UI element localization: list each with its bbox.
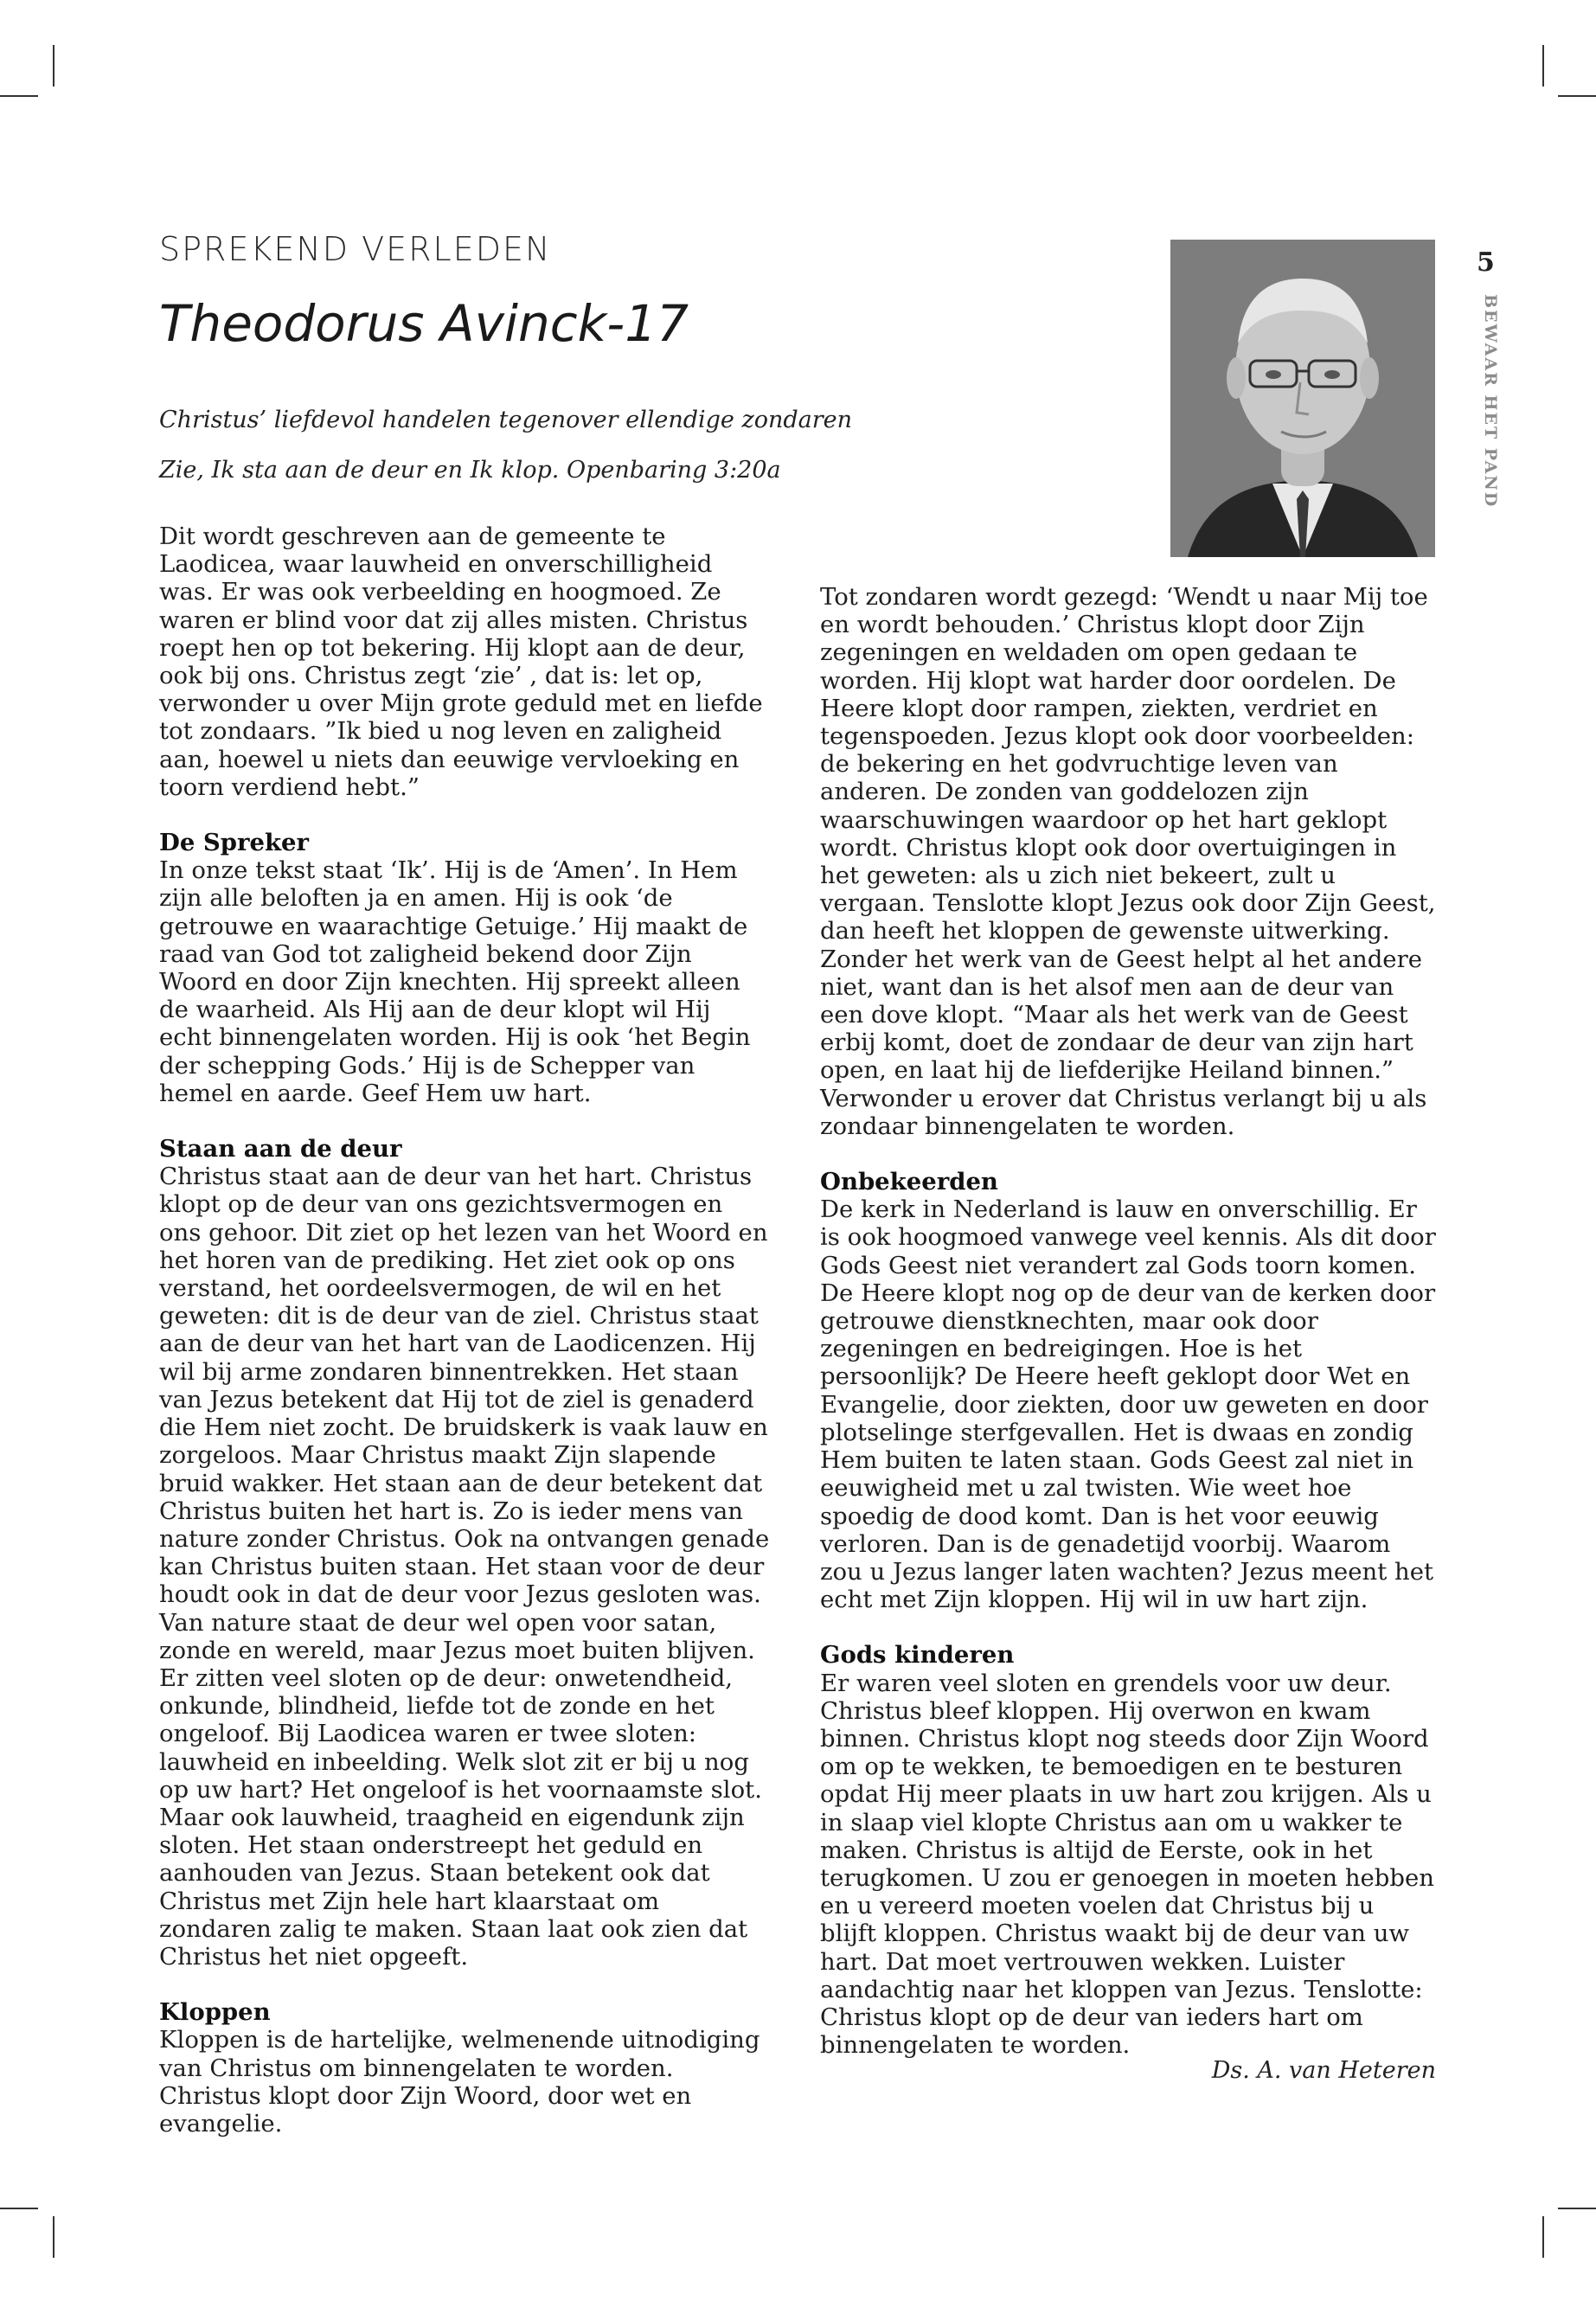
section-label: SPREKEND VERLEDEN: [159, 230, 552, 268]
section-heading: Onbekeerden: [820, 1168, 998, 1196]
right-column: [820, 583, 1436, 2086]
crop-mark-top-right: [1542, 45, 1544, 87]
section-onbekeerden: [820, 1168, 1436, 1613]
section-kloppen: [159, 1998, 770, 2138]
section-body: Christus staat aan de deur van het hart. Christus klopt op de deur van ons gezichtsvermogen en ons gehoor. Dit ziet op het lezen van het Woord en het horen van de prediking. Het ziet ook op ons verstand, het oordeelsvermogen, de wil en het geweten: dit is de deur van de ziel. Christus staat aan de deur van het hart van de Laodicenzen. Hij wil bij arme zondaren binnentrekken. Het staan van Jezus betekent dat Hij tot de ziel is genaderd die Hem niet zocht. De bruidskerk is vaak lauw en zorgeloos. Maar Christus maakt Zijn slapende bruid wakker. Het staan aan de deur betekent dat Christus buiten het hart is. Zo is ieder mens van nature zonder Christus. Ook na ontvangen genade kan Christus buiten staan. Het staan voor de deur houdt ook in dat de deur voor Jezus gesloten was. Van nature staat de deur wel open voor satan, zonde en wereld, maar Jezus moet buiten blijven. Er zitten veel sloten op de deur: onwetendheid, onkunde, blindheid, liefde tot de zonde en het ongeloof. Bij Laodicea waren er twee sloten: lauwheid en inbeelding. Welk slot zit er bij u nog op uw hart? Het ongeloof is het voornaamste slot. Maar ook lauwheid, traagheid en eigendunk zijn sloten. Het staan onderstreept het geduld en aanhouden van Jezus. Staan betekent ook dat Christus met Zijn hele hart klaarstaat om zondaren zalig te maken. Staan laat ook zien dat Christus het niet opgeeft.: [159, 1163, 770, 1971]
section-heading: Gods kinderen: [820, 1641, 1015, 1670]
section-heading: De Spreker: [159, 829, 310, 857]
section-gods-kinderen: [820, 1641, 1436, 2059]
crop-mark-bottom-left-horizontal: [0, 2208, 38, 2209]
section-body: Er waren veel sloten en grendels voor uw deur. Christus bleef kloppen. Hij overwon en kwam binnen. Christus klopt nog steeds door Zijn Woord om op te wekken, te bemoedigen en te besturen opdat Hij meer plaats in uw hart zou krijgen. Als u in slaap viel klopte Christus aan om u wakker te maken. Christus is altijd de Eerste, ook in het terugkomen. U zou er genoegen in moeten hebben en u vereerd moeten voelen dat Christus bij u blijft kloppen. Christus waakt bij de deur van uw hart. Dat moet vertrouwen wekken. Luister aandachtig naar het kloppen van Jezus. Tenslotte: Christus klopt op de deur van ieders hart om binnengelaten te worden.: [820, 1669, 1434, 2060]
running-head: BEWAAR HET PAND: [1481, 294, 1500, 509]
article-subtitle: Christus’ liefdevol handelen tegenover ellendige zondaren: [159, 407, 853, 433]
crop-mark-bottom-right-horizontal: [1558, 2208, 1596, 2209]
crop-mark-top-right-horizontal: [1558, 95, 1596, 97]
section-body: Kloppen is de hartelijke, welmenende uitnodiging van Christus om binnengelaten te worden. Christus klopt door Zijn Woord, door wet en evangelie.: [159, 2026, 760, 2138]
author-signature: Ds. A. van Heteren: [1211, 2057, 1436, 2084]
intro-paragraph: Dit wordt geschreven aan de gemeente te Laodicea, waar lauwheid en onverschilligheid was. Er was ook verbeelding en hoogmoed. Ze waren er blind voor dat zij alles misten. Christus roept hen op tot bekering. Hij klopt aan de deur, ook bij ons. Christus zegt ‘zie’ , dat is: let op, verwonder u over Mijn grote geduld met en liefde tot zondaars. ”Ik bied u nog leven en zaligheid aan, hoewel u niets dan eeuwige vervloeking en toorn verdiend hebt.”: [159, 522, 763, 801]
bible-verse: Zie, Ik sta aan de deur en Ik klop. Openbaring 3:20a: [159, 457, 781, 484]
crop-mark-bottom-right: [1542, 2216, 1544, 2258]
crop-mark-top-left-horizontal: [0, 95, 38, 97]
section-de-spreker: [159, 829, 770, 1107]
section-body: De kerk in Nederland is lauw en onverschillig. Er is ook hoogmoed vanwege veel kennis. Als dit door Gods Geest niet verandert zal Gods toorn komen. De Heere klopt nog op de deur van de kerken door getrouwe dienstknechten, maar ook door zegeningen en bedreigingen. Hoe is het persoonlijk? De Heere heeft geklopt door Wet en Evangelie, door ziekten, door uw geweten en door plotselinge sterfgevallen. Het is dwaas en zondig Hem buiten te laten staan. Gods Geest zal niet in eeuwigheid met u zal twisten. Wie weet hoe spoedig de dood komt. Dan is het voor eeuwig verloren. Dan is de genadetijd voorbij. Waarom zou u Jezus langer laten wachten? Jezus meent het echt met Zijn kloppen. Hij wil in uw hart zijn.: [820, 1195, 1436, 1614]
continued-paragraph: Tot zondaren wordt gezegd: ‘Wendt u naar Mij toe en wordt behouden.’ Christus klopt door Zijn zegeningen en weldaden om open gedaan te worden. Hij klopt wat harder door oordelen. De Heere klopt door rampen, ziekten, verdriet en tegenspoeden. Jezus klopt ook door voorbeelden: de bekering en het godvruchtige leven van anderen. De zonden van goddelozen zijn waarschuwingen waardoor op het hart geklopt wordt. Christus klopt ook door overtuigingen in het geweten: als u zich niet bekeert, zult u vergaan. Tenslotte klopt Jezus ook door Zijn Geest, dan heeft het kloppen de gewenste uitwerking. Zonder het werk van de Geest helpt al het andere niet, want dan is het alsof men aan de deur van een dove klopt. “Maar als het werk van de Geest erbij komt, doet de zondaar de deur van zijn hart open, en laat hij de liefderijke Heiland binnen.” Verwonder u erover dat Christus verlangt bij u als zondaar binnengelaten te worden.: [820, 583, 1436, 1140]
left-column: [159, 522, 770, 2165]
intro-paragraph-block: [159, 522, 770, 801]
crop-mark-bottom-left: [53, 2216, 54, 2258]
section-heading: Kloppen: [159, 1998, 271, 2027]
section-heading: Staan aan de deur: [159, 1135, 402, 1163]
section-body: In onze tekst staat ‘Ik’. Hij is de ‘Amen’. In Hem zijn alle beloften ja en amen. Hij is ook ‘de getrouwe en waarachtige Getuige.’ Hij maakt de raad van God tot zaligheid bekend door Zijn Woord en door Zijn knechten. Hij spreekt alleen de waarheid. Als Hij aan de deur klopt wil Hij echt binnengelaten worden. Hij is ook ‘het Begin der schepping Gods.’ Hij is de Schepper van hemel en aarde. Geef Hem uw hart.: [159, 856, 751, 1107]
section-staan-aan-de-deur: [159, 1135, 770, 1971]
author-portrait: [1170, 240, 1435, 557]
crop-mark-top-left: [53, 45, 54, 87]
page-number: 5: [1477, 247, 1495, 278]
continued-paragraph-block: [820, 583, 1436, 1140]
article-title: Theodorus Avinck-17: [159, 294, 689, 353]
